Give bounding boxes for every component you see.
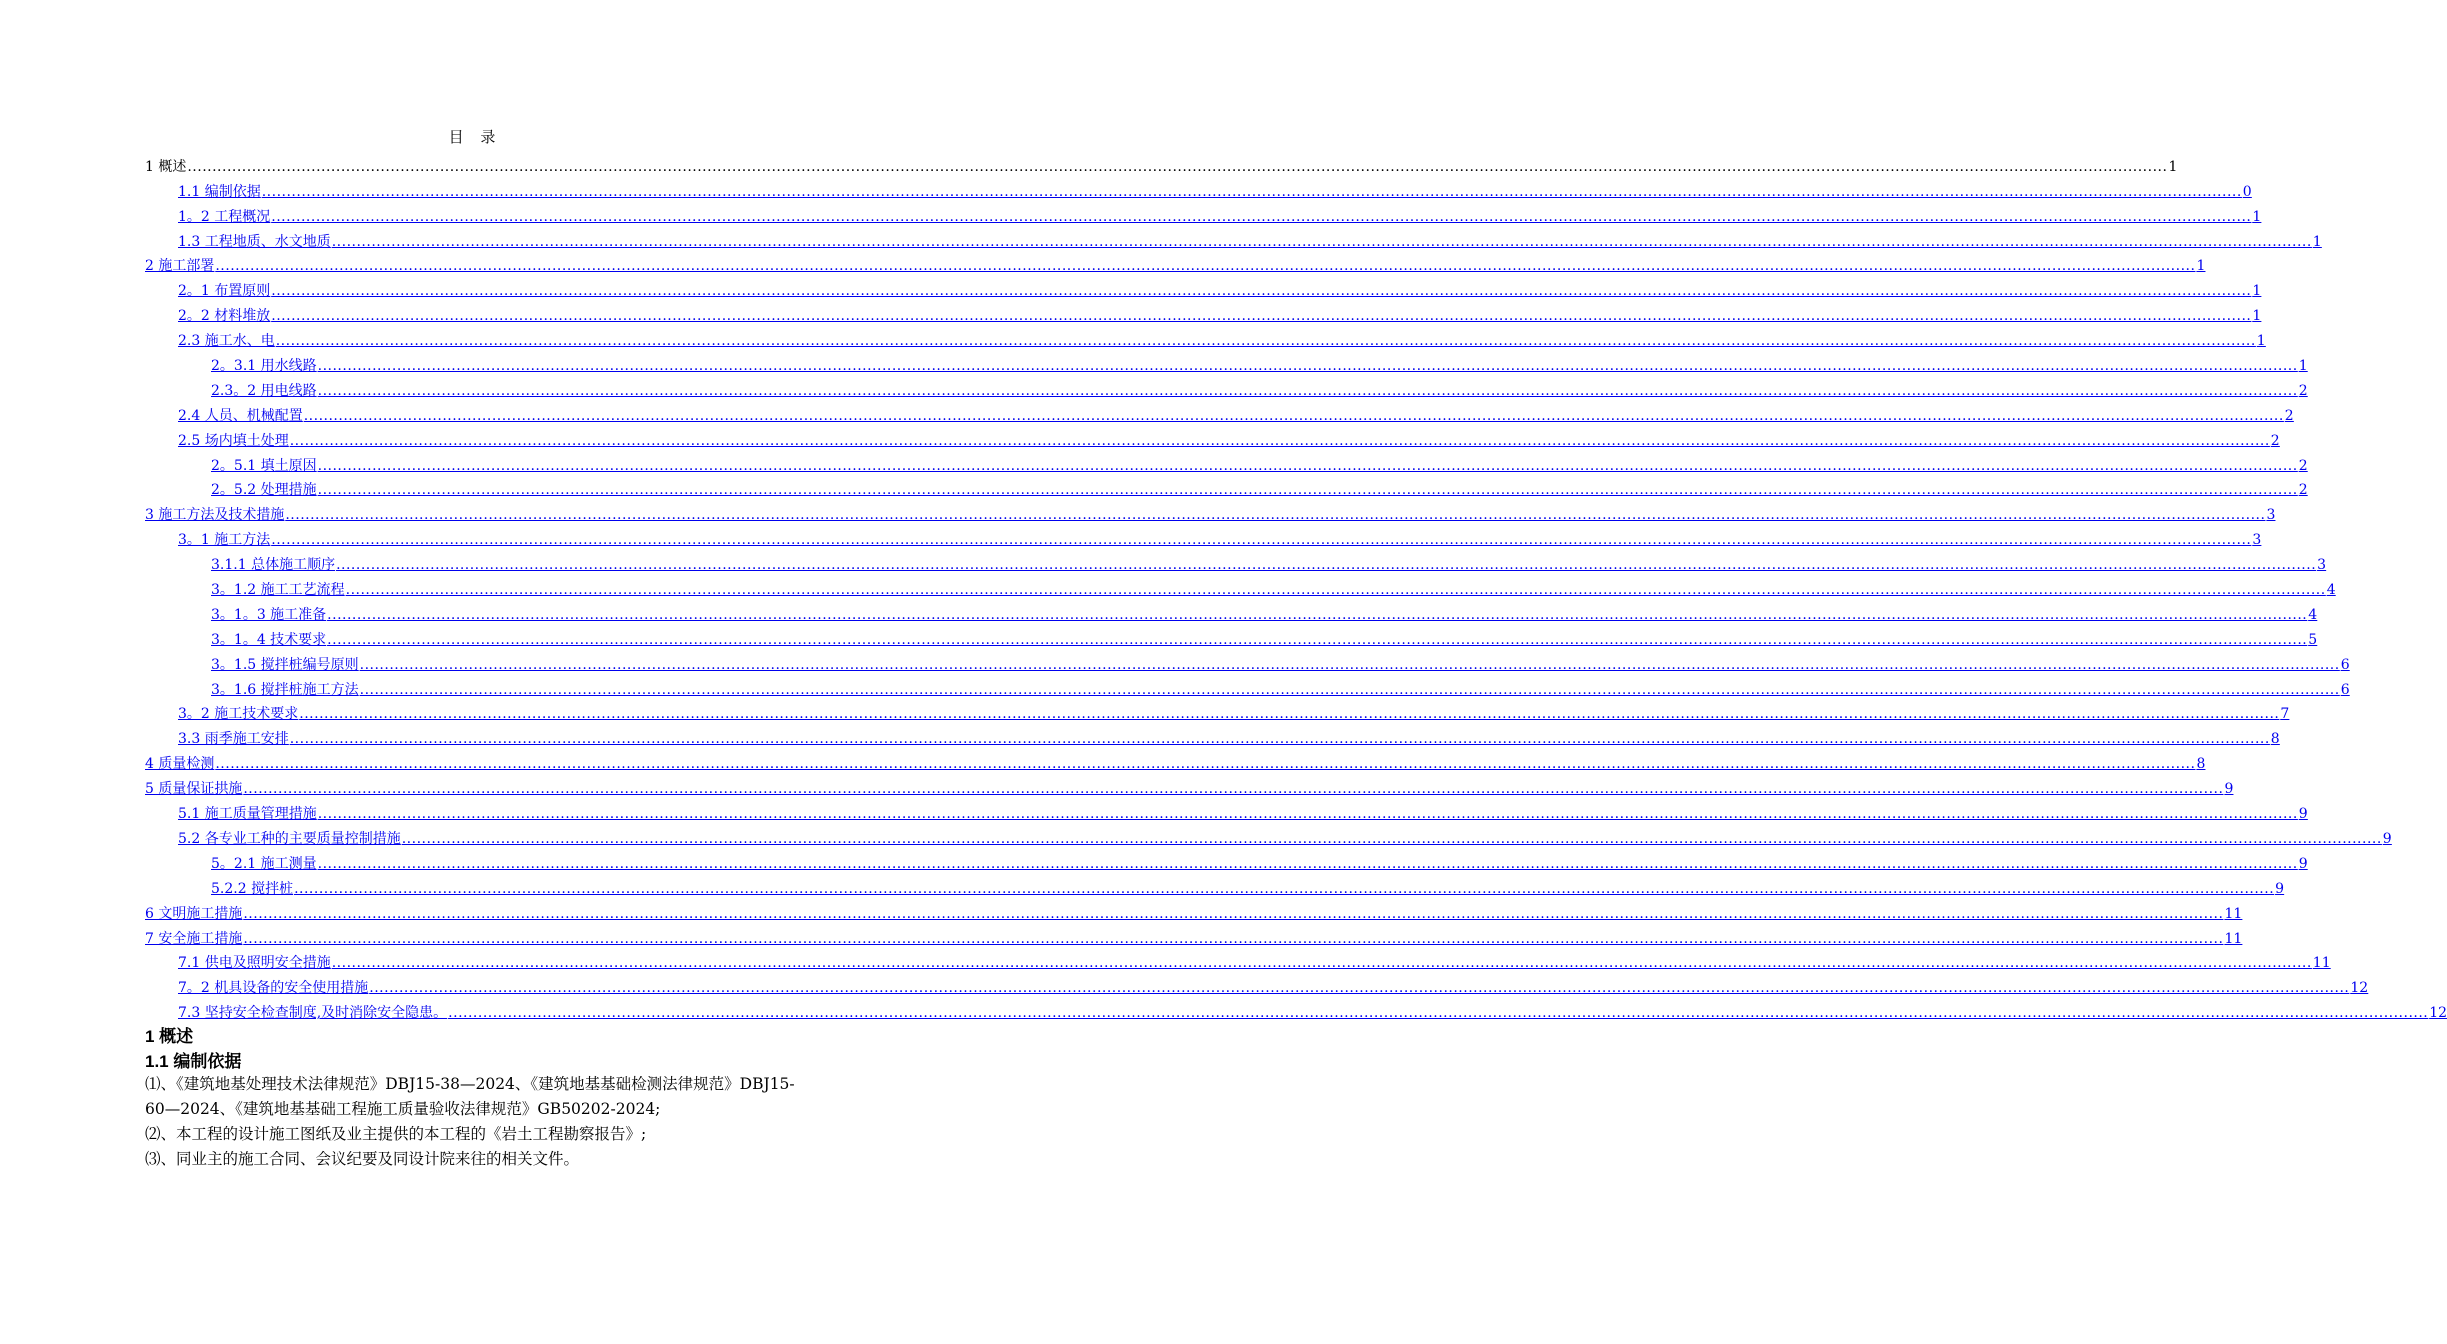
toc-entry-page: 2 bbox=[2298, 457, 2308, 474]
toc-entry[interactable] bbox=[145, 748, 2206, 773]
toc-leader-dots: ................................................................................................................................................................................................................................................................................................................................................................................................................ bbox=[317, 358, 2298, 375]
toc-entry[interactable] bbox=[145, 499, 2276, 524]
toc-entry-page: 8 bbox=[2270, 731, 2280, 748]
toc-entry-title: 1.1 编制依据 bbox=[178, 183, 261, 200]
toc-entry-page: 9 bbox=[2224, 781, 2234, 798]
toc-entry[interactable] bbox=[145, 201, 2262, 226]
toc-entry-title: 3 施工方法及技术措施 bbox=[145, 507, 285, 524]
toc-entry-page: 2 bbox=[2270, 432, 2280, 449]
toc-entry-title: 5。2.1 施工测量 bbox=[211, 855, 317, 872]
toc-entry-page: 12 bbox=[2429, 1005, 2447, 1022]
toc-entry[interactable] bbox=[145, 400, 2294, 425]
toc-entry-title: 2.5 场内填土处理 bbox=[178, 432, 289, 449]
toc-leader-dots: ................................................................................................................................................................................................................................................................................................................................................................................................................ bbox=[359, 681, 2340, 698]
paragraph: ⑵、本工程的设计施工图纸及业主提供的本工程的《岩土工程勘察报告》; bbox=[145, 1125, 647, 1143]
toc-entry-page: 2 bbox=[2284, 407, 2294, 424]
toc-leader-dots: ................................................................................................................................................................................................................................................................................................................................................................................................................ bbox=[327, 606, 2308, 623]
toc-entry-page: 11 bbox=[2224, 930, 2243, 947]
toc-entry-title: 1.3 工程地质、水文地质 bbox=[178, 233, 331, 250]
toc-leader-dots: ................................................................................................................................................................................................................................................................................................................................................................................................................ bbox=[289, 731, 2270, 748]
toc-entry-title: 4 质量检测 bbox=[145, 756, 215, 773]
toc-entry-title: 2.4 人员、机械配置 bbox=[178, 407, 303, 424]
section-heading-1: 1 概述 bbox=[145, 1027, 194, 1046]
toc-entry[interactable] bbox=[145, 773, 2234, 798]
toc-entry-title: 7.1 供电及照明安全措施 bbox=[178, 955, 331, 972]
toc-entry[interactable] bbox=[145, 699, 2290, 724]
toc-entry-page: 3 bbox=[2317, 557, 2327, 574]
toc-leader-dots: ................................................................................................................................................................................................................................................................................................................................................................................................................ bbox=[243, 930, 2224, 947]
toc-entry-title: 3。1 施工方法 bbox=[178, 532, 271, 549]
toc-entry[interactable] bbox=[145, 375, 2308, 400]
toc-leader-dots: ................................................................................................................................................................................................................................................................................................................................................................................................................ bbox=[271, 208, 2252, 225]
toc-entry-page: 1 bbox=[2298, 358, 2308, 375]
toc-entry-title: 3。1.2 施工工艺流程 bbox=[211, 582, 345, 599]
toc-entry-page: 9 bbox=[2298, 806, 2308, 823]
toc-entry[interactable] bbox=[145, 798, 2308, 823]
toc-leader-dots: ................................................................................................................................................................................................................................................................................................................................................................................................................ bbox=[294, 880, 2275, 897]
toc-entry[interactable] bbox=[145, 624, 2318, 649]
toc-entry[interactable] bbox=[145, 226, 2322, 251]
toc-entry-title: 3。1。3 施工准备 bbox=[211, 606, 327, 623]
toc-entry-page: 11 bbox=[2312, 955, 2331, 972]
toc-entry-title: 7。2 机具设备的安全使用措施 bbox=[178, 980, 369, 997]
toc-entry[interactable] bbox=[145, 948, 2331, 973]
toc-leader-dots: ................................................................................................................................................................................................................................................................................................................................................................................................................ bbox=[331, 955, 2312, 972]
toc-leader-dots: ................................................................................................................................................................................................................................................................................................................................................................................................................ bbox=[448, 1005, 2429, 1022]
toc-entry-page: 1 bbox=[2252, 283, 2262, 300]
toc-entry-page: 8 bbox=[2196, 756, 2206, 773]
toc-entry-page: 1 bbox=[2196, 258, 2206, 275]
toc-entry-page: 2 bbox=[2298, 482, 2308, 499]
toc-leader-dots: ................................................................................................................................................................................................................................................................................................................................................................................................................ bbox=[243, 905, 2224, 922]
toc-entry[interactable] bbox=[145, 549, 2327, 574]
toc-leader-dots: ................................................................................................................................................................................................................................................................................................................................................................................................................ bbox=[331, 233, 2312, 250]
toc-entry-page: 1 bbox=[2168, 158, 2178, 175]
toc-entry[interactable] bbox=[145, 275, 2262, 300]
toc-entry-page: 7 bbox=[2280, 706, 2290, 723]
toc-entry-title: 3。1.6 搅拌桩施工方法 bbox=[211, 681, 359, 698]
toc-leader-dots: ................................................................................................................................................................................................................................................................................................................................................................................................................ bbox=[243, 781, 2224, 798]
toc-leader-dots: ................................................................................................................................................................................................................................................................................................................................................................................................................ bbox=[327, 631, 2308, 648]
toc-entry-title: 5.2 各专业工种的主要质量控制措施 bbox=[178, 830, 401, 847]
toc-entry-title: 2。3.1 用水线路 bbox=[211, 358, 317, 375]
toc-entry[interactable] bbox=[145, 649, 2350, 674]
toc-entry-title: 3.3 雨季施工安排 bbox=[178, 731, 289, 748]
toc-entry-page: 9 bbox=[2298, 855, 2308, 872]
toc-leader-dots: ................................................................................................................................................................................................................................................................................................................................................................................................................ bbox=[271, 308, 2252, 325]
toc-leader-dots: ................................................................................................................................................................................................................................................................................................................................................................................................................ bbox=[215, 756, 2196, 773]
toc-entry-title: 2.3 施工水、电 bbox=[178, 333, 275, 350]
toc-entry[interactable] bbox=[145, 425, 2280, 450]
toc-entry-title: 3.1.1 总体施工顺序 bbox=[211, 557, 336, 574]
toc-leader-dots: ................................................................................................................................................................................................................................................................................................................................................................................................................ bbox=[317, 806, 2298, 823]
toc-entry[interactable] bbox=[145, 574, 2336, 599]
toc-leader-dots: ................................................................................................................................................................................................................................................................................................................................................................................................................ bbox=[359, 656, 2340, 673]
toc-entry-page: 9 bbox=[2382, 830, 2392, 847]
toc-entry[interactable] bbox=[145, 450, 2308, 475]
toc-entry-page: 0 bbox=[2242, 183, 2252, 200]
toc-entry-page: 1 bbox=[2252, 208, 2262, 225]
toc-entry-title: 2。5.1 填土原因 bbox=[211, 457, 317, 474]
toc-leader-dots: ................................................................................................................................................................................................................................................................................................................................................................................................................ bbox=[299, 706, 2280, 723]
toc-entry[interactable] bbox=[145, 325, 2266, 350]
toc-entry-page: 1 bbox=[2252, 308, 2262, 325]
toc-leader-dots: ................................................................................................................................................................................................................................................................................................................................................................................................................ bbox=[187, 158, 2168, 175]
toc-entry bbox=[145, 151, 2178, 176]
toc-entry-title: 2。1 布置原则 bbox=[178, 283, 271, 300]
toc-entry-title: 2。5.2 处理措施 bbox=[211, 482, 317, 499]
toc-entry[interactable] bbox=[145, 350, 2308, 375]
toc-entry[interactable] bbox=[145, 923, 2243, 948]
toc-entry[interactable] bbox=[145, 848, 2308, 873]
toc-entry-page: 2 bbox=[2298, 382, 2308, 399]
toc-leader-dots: ................................................................................................................................................................................................................................................................................................................................................................................................................ bbox=[303, 407, 2284, 424]
table-of-contents bbox=[145, 151, 2447, 1022]
toc-entry-title: 2 施工部署 bbox=[145, 258, 215, 275]
toc-entry-page: 6 bbox=[2340, 681, 2350, 698]
toc-leader-dots: ................................................................................................................................................................................................................................................................................................................................................................................................................ bbox=[285, 507, 2266, 524]
toc-leader-dots: ................................................................................................................................................................................................................................................................................................................................................................................................................ bbox=[261, 183, 2242, 200]
toc-entry[interactable] bbox=[145, 674, 2350, 699]
toc-entry[interactable] bbox=[145, 997, 2447, 1022]
toc-entry[interactable] bbox=[145, 723, 2280, 748]
toc-entry-page: 3 bbox=[2266, 507, 2276, 524]
toc-leader-dots: ................................................................................................................................................................................................................................................................................................................................................................................................................ bbox=[336, 557, 2317, 574]
paragraph: ⑶、同业主的施工合同、会议纪要及同设计院来往的相关文件。 bbox=[145, 1150, 580, 1168]
toc-entry[interactable] bbox=[145, 972, 2369, 997]
toc-title: 目 录 bbox=[448, 128, 502, 146]
toc-entry-page: 1 bbox=[2312, 233, 2322, 250]
toc-entry-title: 2.3。2 用电线路 bbox=[211, 382, 317, 399]
toc-leader-dots: ................................................................................................................................................................................................................................................................................................................................................................................................................ bbox=[215, 258, 2196, 275]
toc-entry-title: 5.1 施工质量管理措施 bbox=[178, 806, 317, 823]
toc-entry[interactable] bbox=[145, 300, 2262, 325]
section-heading-1-1: 1.1 编制依据 bbox=[145, 1052, 242, 1071]
toc-entry-title: 7.3 坚持安全检查制度,及时消除安全隐患。 bbox=[178, 1005, 448, 1022]
toc-entry-title: 3。1。4 技术要求 bbox=[211, 631, 327, 648]
toc-entry[interactable] bbox=[145, 873, 2285, 898]
toc-leader-dots: ................................................................................................................................................................................................................................................................................................................................................................................................................ bbox=[317, 855, 2298, 872]
toc-entry-page: 6 bbox=[2340, 656, 2350, 673]
toc-entry-title: 7 安全施工措施 bbox=[145, 930, 243, 947]
toc-leader-dots: ................................................................................................................................................................................................................................................................................................................................................................................................................ bbox=[369, 980, 2350, 997]
toc-entry-page: 5 bbox=[2308, 631, 2318, 648]
toc-entry[interactable] bbox=[145, 251, 2206, 276]
toc-entry-page: 12 bbox=[2350, 980, 2369, 997]
toc-entry-page: 1 bbox=[2256, 333, 2266, 350]
toc-entry-page: 9 bbox=[2275, 880, 2285, 897]
toc-entry-page: 4 bbox=[2308, 606, 2318, 623]
toc-entry-page: 3 bbox=[2252, 532, 2262, 549]
section-body bbox=[145, 1072, 810, 1172]
toc-leader-dots: ................................................................................................................................................................................................................................................................................................................................................................................................................ bbox=[275, 333, 2256, 350]
toc-entry-title: 2。2 材料堆放 bbox=[178, 308, 271, 325]
toc-entry[interactable] bbox=[145, 823, 2392, 848]
toc-entry-title: 3。2 施工技术要求 bbox=[178, 706, 299, 723]
toc-entry-title: 1 概述 bbox=[145, 158, 187, 175]
toc-entry[interactable] bbox=[145, 475, 2308, 500]
toc-leader-dots: ................................................................................................................................................................................................................................................................................................................................................................................................................ bbox=[271, 283, 2252, 300]
toc-leader-dots: ................................................................................................................................................................................................................................................................................................................................................................................................................ bbox=[317, 382, 2298, 399]
toc-entry-title: 1。2 工程概况 bbox=[178, 208, 271, 225]
toc-leader-dots: ................................................................................................................................................................................................................................................................................................................................................................................................................ bbox=[317, 482, 2298, 499]
toc-entry[interactable] bbox=[145, 599, 2318, 624]
toc-leader-dots: ................................................................................................................................................................................................................................................................................................................................................................................................................ bbox=[401, 830, 2382, 847]
toc-leader-dots: ................................................................................................................................................................................................................................................................................................................................................................................................................ bbox=[289, 432, 2270, 449]
toc-leader-dots: ................................................................................................................................................................................................................................................................................................................................................................................................................ bbox=[345, 582, 2326, 599]
toc-entry[interactable] bbox=[145, 898, 2243, 923]
toc-leader-dots: ................................................................................................................................................................................................................................................................................................................................................................................................................ bbox=[271, 532, 2252, 549]
toc-entry-title: 5.2.2 搅拌桩 bbox=[211, 880, 294, 897]
toc-entry-title: 3。1.5 搅拌桩编号原则 bbox=[211, 656, 359, 673]
toc-entry[interactable] bbox=[145, 524, 2262, 549]
toc-entry[interactable] bbox=[145, 176, 2252, 201]
toc-entry-page: 4 bbox=[2326, 582, 2336, 599]
paragraph: ⑴、《建筑地基处理技术法律规范》DBJ15-38—2024、《建筑地基基础检测法律规范》DBJ15-60—2024、《建筑地基基础工程施工质量验收法律规范》GB50202-2024; bbox=[145, 1075, 795, 1118]
toc-entry-title: 5 质量保证拱施 bbox=[145, 781, 243, 798]
toc-entry-title: 6 文明施工措施 bbox=[145, 905, 243, 922]
toc-leader-dots: ................................................................................................................................................................................................................................................................................................................................................................................................................ bbox=[317, 457, 2298, 474]
toc-entry-page: 11 bbox=[2224, 905, 2243, 922]
